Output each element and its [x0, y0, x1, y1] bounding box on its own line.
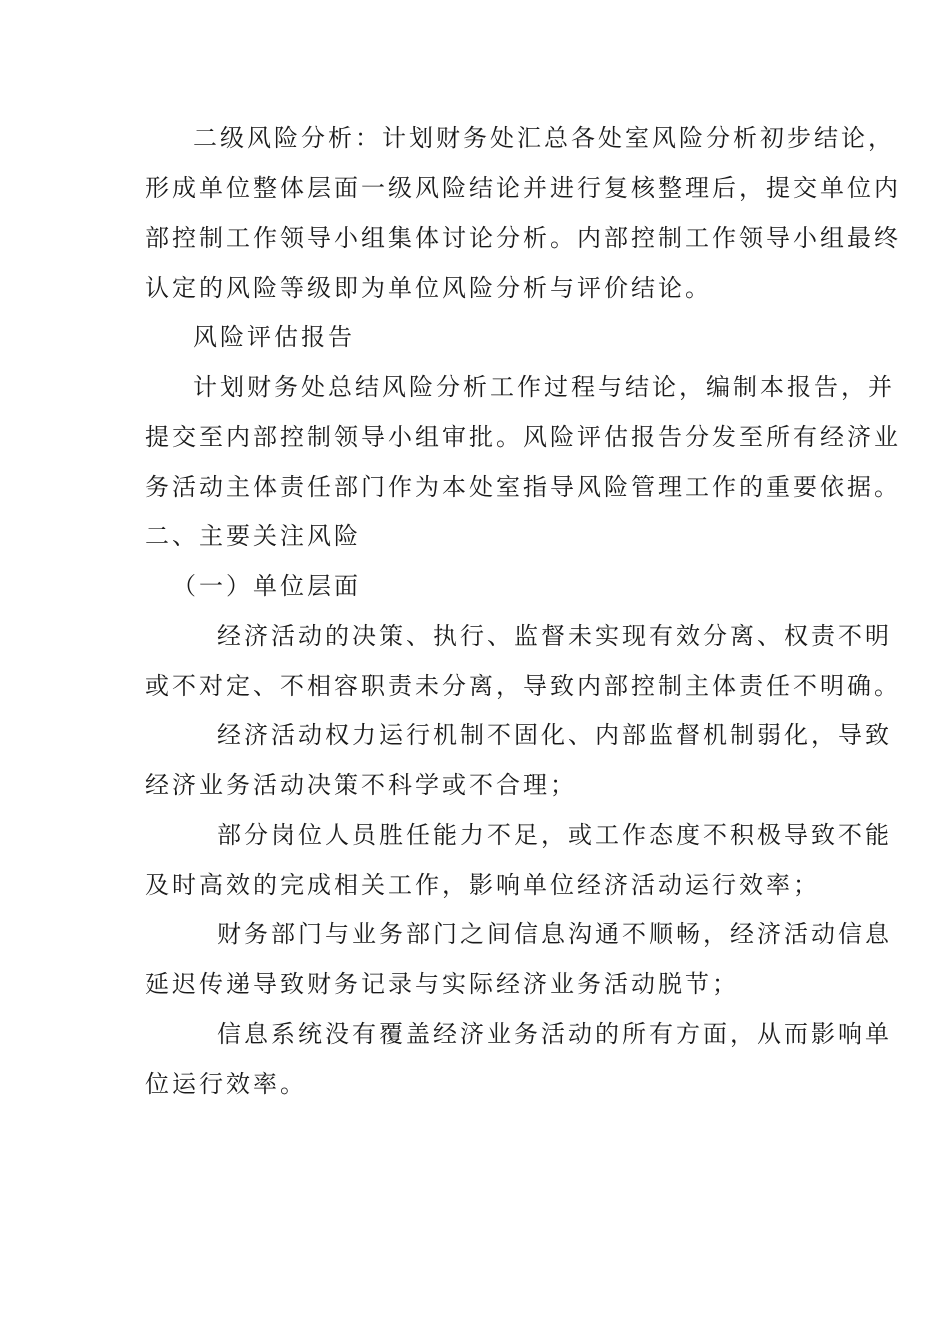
text-line: 及时高效的完成相关工作，影响单位经济活动运行效率； [145, 871, 820, 899]
text-line: 经济业务活动决策不科学或不合理； [145, 771, 577, 799]
section-heading: 风险评估报告 [193, 323, 355, 351]
text-line: 提交至内部控制领导小组审批。风险评估报告分发至所有经济业 [145, 423, 901, 451]
text-line: 位运行效率。 [145, 1070, 307, 1098]
text-line: 部控制工作领导小组集体讨论分析。内部控制工作领导小组最终 [145, 224, 901, 252]
text-line: 财务部门与业务部门之间信息沟通不顺畅，经济活动信息 [217, 920, 892, 948]
text-line: 形成单位整体层面一级风险结论并进行复核整理后，提交单位内 [145, 174, 901, 202]
text-line: 计划财务处总结风险分析工作过程与结论，编制本报告，并 [193, 373, 895, 401]
subsection-heading: （一）单位层面 [172, 572, 361, 600]
text-line: 延迟传递导致财务记录与实际经济业务活动脱节； [145, 970, 739, 998]
text-line: 务活动主体责任部门作为本处室指导风险管理工作的重要依据。 [145, 473, 901, 501]
text-line: 认定的风险等级即为单位风险分析与评价结论。 [145, 274, 712, 302]
text-line: 经济活动权力运行机制不固化、内部监督机制弱化，导致 [217, 721, 892, 749]
text-line: 或不对定、不相容职责未分离，导致内部控制主体责任不明确。 [145, 672, 901, 700]
text-line: 信息系统没有覆盖经济业务活动的所有方面，从而影响单 [217, 1020, 892, 1048]
section-heading: 二、主要关注风险 [145, 522, 361, 550]
text-line: 经济活动的决策、执行、监督未实现有效分离、权责不明 [217, 622, 892, 650]
text-line: 二级风险分析：计划财务处汇总各处室风险分析初步结论， [193, 124, 895, 152]
text-line: 部分岗位人员胜任能力不足，或工作态度不积极导致不能 [217, 821, 892, 849]
